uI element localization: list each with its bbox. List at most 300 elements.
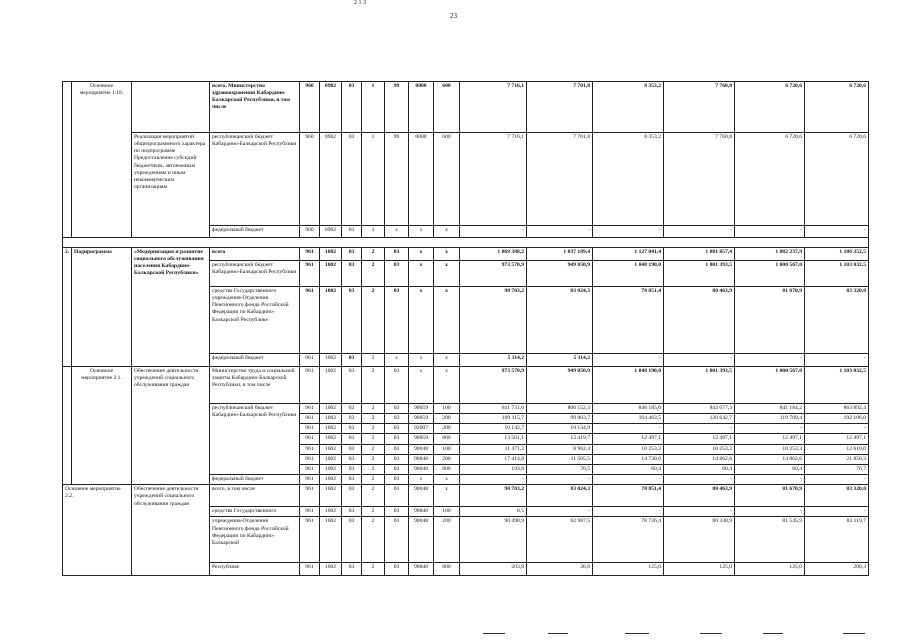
code-cell: 800 bbox=[434, 434, 460, 444]
amount-cell: - bbox=[593, 424, 664, 434]
amount-cell: 7 760,8 bbox=[664, 82, 735, 133]
code-cell: 03 bbox=[342, 404, 362, 414]
amount-cell: 83 320,0 bbox=[805, 287, 869, 354]
code-cell: 960 bbox=[300, 133, 320, 226]
amount-cell: 10 142,7 bbox=[460, 424, 527, 434]
code-cell: 03 bbox=[342, 485, 362, 507]
code-cell: 03 bbox=[342, 287, 362, 354]
amount-cell: - bbox=[593, 226, 664, 238]
amount-cell: 11 505,5 bbox=[527, 454, 593, 464]
code-cell: 99 bbox=[385, 82, 409, 133]
amount-cell: 80 463,9 bbox=[664, 485, 735, 507]
amount-cell: 0,5 bbox=[460, 507, 527, 517]
code-cell: 961 bbox=[300, 444, 320, 454]
amount-cell: 1 127 041,4 bbox=[593, 248, 664, 261]
amount-cell: 164 463,5 bbox=[593, 414, 664, 424]
code-cell: 961 bbox=[300, 507, 320, 517]
amount-cell: - bbox=[735, 507, 805, 517]
code-cell: 1002 bbox=[320, 507, 342, 517]
code-cell: 03 bbox=[342, 354, 362, 367]
amount-cell: 36,8 bbox=[527, 563, 593, 576]
code-cell: 90048 bbox=[409, 563, 434, 576]
code-cell: 2 bbox=[362, 367, 385, 404]
program-name-cell: Обеспечение деятельности учреждений социального обслуживания граждан bbox=[132, 367, 210, 485]
amount-cell: - bbox=[664, 354, 735, 367]
code-cell: 03 bbox=[385, 434, 409, 444]
executor-cell: средства Государственного bbox=[210, 507, 300, 517]
code-cell: 03 bbox=[342, 563, 362, 576]
amount-cell: 78 726,4 bbox=[593, 517, 664, 563]
code-cell: 961 bbox=[300, 517, 320, 563]
code-cell: 961 bbox=[300, 287, 320, 354]
executor-cell: всего, в том числе bbox=[210, 485, 300, 507]
table-row bbox=[63, 367, 869, 404]
code-cell: 03 bbox=[342, 424, 362, 434]
page-number: 23 bbox=[450, 12, 457, 20]
code-cell: 961 bbox=[300, 464, 320, 474]
amount-cell: 82 987,5 bbox=[527, 517, 593, 563]
code-cell: 2 bbox=[362, 517, 385, 563]
row-number-cell bbox=[63, 367, 72, 485]
code-cell: 03 bbox=[385, 475, 409, 485]
bottom-rule bbox=[625, 633, 649, 634]
code-cell: 03 bbox=[342, 475, 362, 485]
amount-cell: - bbox=[735, 475, 805, 485]
executor-cell: республиканский бюджет Кабардино-Балкарской Республики bbox=[210, 261, 300, 287]
code-cell: 1 bbox=[362, 226, 385, 238]
code-cell: 1002 bbox=[320, 464, 342, 474]
code-cell: 03 bbox=[342, 444, 362, 454]
code-cell: 03 bbox=[385, 261, 409, 287]
table-row bbox=[63, 485, 869, 507]
code-cell: 03 bbox=[342, 261, 362, 287]
amount-cell: 81 670,9 bbox=[735, 287, 805, 354]
amount-cell: - bbox=[527, 226, 593, 238]
code-cell: 2 bbox=[362, 404, 385, 414]
code-cell: 03 bbox=[342, 248, 362, 261]
code-cell: 2 bbox=[362, 475, 385, 485]
code-cell: 2 bbox=[362, 261, 385, 287]
amount-cell: 5 114,2 bbox=[460, 354, 527, 367]
code-cell: 2 bbox=[362, 507, 385, 517]
code-cell: 1002 bbox=[320, 517, 342, 563]
code-cell: х bbox=[434, 248, 460, 261]
amount-cell: 12 497,1 bbox=[593, 434, 664, 444]
code-cell: 961 bbox=[300, 475, 320, 485]
code-cell: 960 bbox=[300, 226, 320, 238]
amount-cell: - bbox=[735, 226, 805, 238]
code-cell: 600 bbox=[434, 133, 460, 226]
amount-cell: 1 000 567,0 bbox=[735, 367, 805, 404]
amount-cell: - bbox=[805, 424, 869, 434]
row-number-cell bbox=[63, 82, 72, 238]
code-cell: 961 bbox=[300, 404, 320, 414]
program-name-cell: Реализация мероприятий общепрограммного характера по подпрограмме Предоставление субсидий бюджетным, автономным учреждениям и иным некоммерческим организациям bbox=[132, 133, 210, 238]
code-cell: 961 bbox=[300, 261, 320, 287]
amount-cell: 1 103 032,5 bbox=[805, 261, 869, 287]
amount-cell: 192 106,0 bbox=[805, 414, 869, 424]
code-cell: 200 bbox=[434, 517, 460, 563]
code-cell: 90048 bbox=[409, 507, 434, 517]
amount-cell: 1 001 393,5 bbox=[664, 367, 735, 404]
amount-cell: 12 497,1 bbox=[664, 434, 735, 444]
amount-cell: 8 353,2 bbox=[593, 82, 664, 133]
bottom-rule bbox=[763, 633, 783, 634]
code-cell: 2 bbox=[362, 454, 385, 464]
amount-cell: 14 862,6 bbox=[664, 454, 735, 464]
amount-cell: 90 498,9 bbox=[460, 517, 527, 563]
amount-cell: 13 501,1 bbox=[460, 434, 527, 444]
amount-cell: 193,8 bbox=[460, 464, 527, 474]
code-cell: х bbox=[434, 287, 460, 354]
amount-cell: 60,4 bbox=[593, 464, 664, 474]
amount-cell: - bbox=[805, 507, 869, 517]
amount-cell: 200,3 bbox=[805, 563, 869, 576]
code-cell: 800 bbox=[434, 563, 460, 576]
amount-cell: 1 082 237,9 bbox=[735, 248, 805, 261]
executor-cell: федеральный бюджет bbox=[210, 475, 300, 485]
code-cell: х bbox=[434, 354, 460, 367]
amount-cell: 1 186 352,5 bbox=[805, 248, 869, 261]
program-name-cell: «Модернизация и развитие социального обслуживания населения Кабардино-Балкарской Республики» bbox=[132, 248, 210, 367]
program-name-cell: Обеспечение деятельности учреждений социального обслуживания граждан bbox=[132, 485, 210, 576]
amount-cell: 6 720,6 bbox=[735, 133, 805, 226]
amount-cell: - bbox=[735, 354, 805, 367]
code-cell: 03 bbox=[385, 517, 409, 563]
code-cell: х bbox=[409, 261, 434, 287]
program-type-cell: Подпрограмма bbox=[72, 248, 132, 367]
executor-cell: средства Государственного учреждения-Отделения Пенсионного фонда Российской Федерации по Кабардино-Балкарской Республике bbox=[210, 287, 300, 354]
amount-cell: 60,4 bbox=[664, 464, 735, 474]
amount-cell: 843 077,3 bbox=[664, 404, 735, 414]
amount-cell: - bbox=[664, 424, 735, 434]
amount-cell: 83 119,7 bbox=[805, 517, 869, 563]
amount-cell: 83 024,3 bbox=[527, 287, 593, 354]
amount-cell: 21 850,3 bbox=[805, 454, 869, 464]
code-cell: 200 bbox=[434, 414, 460, 424]
bottom-rule bbox=[700, 633, 722, 634]
code-cell: 03 bbox=[385, 424, 409, 434]
amount-cell: 125,0 bbox=[593, 563, 664, 576]
code-cell: 2 bbox=[362, 424, 385, 434]
code-cell: 03 bbox=[385, 444, 409, 454]
code-cell: 03 bbox=[385, 248, 409, 261]
code-cell: 960 bbox=[300, 82, 320, 133]
executor-cell: всего bbox=[210, 248, 300, 261]
code-cell: 961 bbox=[300, 485, 320, 507]
program-type-cell: Основное мероприятие 2.1. bbox=[72, 367, 132, 485]
amount-cell: - bbox=[664, 507, 735, 517]
code-cell: х bbox=[409, 287, 434, 354]
amount-cell: 83 024,3 bbox=[527, 485, 593, 507]
code-cell: 100 bbox=[434, 404, 460, 414]
code-cell: х bbox=[434, 475, 460, 485]
code-cell: 961 bbox=[300, 414, 320, 424]
amount-cell: 12 497,1 bbox=[805, 434, 869, 444]
amount-cell: 841 184,2 bbox=[735, 404, 805, 414]
amount-cell: 1 103 032,5 bbox=[805, 367, 869, 404]
amount-cell: 6 720,6 bbox=[805, 133, 869, 226]
code-cell: 2 bbox=[362, 287, 385, 354]
amount-cell: 90 703,2 bbox=[460, 287, 527, 354]
amount-cell: - bbox=[664, 226, 735, 238]
amount-cell: 973 570,9 bbox=[460, 367, 527, 404]
code-cell: 03 bbox=[385, 563, 409, 576]
code-cell: 03 bbox=[385, 367, 409, 404]
amount-cell: 7 701,8 bbox=[527, 133, 593, 226]
code-cell: 961 bbox=[300, 367, 320, 404]
code-cell: 1002 bbox=[320, 563, 342, 576]
code-cell: 1002 bbox=[320, 475, 342, 485]
amount-cell: - bbox=[527, 507, 593, 517]
amount-cell: 6 720,6 bbox=[735, 82, 805, 133]
code-cell: 90048 bbox=[409, 517, 434, 563]
code-cell: 961 bbox=[300, 563, 320, 576]
bottom-rule bbox=[483, 633, 505, 634]
code-cell: 03 bbox=[385, 454, 409, 464]
amount-cell: 8 962,4 bbox=[527, 444, 593, 454]
code-cell: 0902 bbox=[320, 82, 342, 133]
amount-cell: 125,0 bbox=[664, 563, 735, 576]
code-cell: 1002 bbox=[320, 367, 342, 404]
amount-cell: 949 050,9 bbox=[527, 261, 593, 287]
code-cell: 100 bbox=[434, 507, 460, 517]
amount-cell: 10 253,3 bbox=[664, 444, 735, 454]
amount-cell: 12 497,1 bbox=[735, 434, 805, 444]
code-cell: 2 bbox=[362, 485, 385, 507]
code-cell: 03 bbox=[342, 464, 362, 474]
code-cell: 99 bbox=[385, 133, 409, 226]
code-cell: 03 bbox=[342, 517, 362, 563]
code-cell: 200 bbox=[434, 454, 460, 464]
executor-cell: республиканский бюджет Кабардино-Балкарской Республики bbox=[210, 133, 300, 226]
amount-cell: 7 716,1 bbox=[460, 82, 527, 133]
code-cell: 03 bbox=[342, 454, 362, 464]
code-cell: 2 bbox=[362, 563, 385, 576]
code-cell: х bbox=[434, 261, 460, 287]
code-cell: 961 bbox=[300, 434, 320, 444]
amount-cell: 7 760,8 bbox=[664, 133, 735, 226]
amount-cell: 76,7 bbox=[805, 464, 869, 474]
code-cell: 2 bbox=[362, 414, 385, 424]
amount-cell: 1 048 190,0 bbox=[593, 261, 664, 287]
code-cell: 800 bbox=[434, 464, 460, 474]
code-cell: 961 bbox=[300, 248, 320, 261]
code-cell: 90048 bbox=[409, 485, 434, 507]
code-cell: х bbox=[385, 226, 409, 238]
code-cell: 03 bbox=[342, 133, 362, 226]
amount-cell: 60,4 bbox=[735, 464, 805, 474]
amount-cell: 120 642,7 bbox=[664, 414, 735, 424]
code-cell: х bbox=[409, 226, 434, 238]
amount-cell: 1 001 393,5 bbox=[664, 261, 735, 287]
amount-cell: - bbox=[805, 226, 869, 238]
amount-cell: - bbox=[460, 226, 527, 238]
amount-cell: - bbox=[593, 507, 664, 517]
code-cell: х bbox=[434, 367, 460, 404]
amount-cell: 1 081 857,4 bbox=[664, 248, 735, 261]
code-cell: 90048 bbox=[409, 444, 434, 454]
amount-cell: 109 115,7 bbox=[460, 414, 527, 424]
program-type-cell: Основное мероприятие 2.2. bbox=[63, 485, 132, 576]
amount-cell: 949 050,9 bbox=[527, 367, 593, 404]
code-cell: 90048 bbox=[409, 464, 434, 474]
amount-cell: 70,5 bbox=[527, 464, 593, 474]
amount-cell: 12 419,7 bbox=[527, 434, 593, 444]
executor-cell: Республике bbox=[210, 563, 300, 576]
row-number-cell: 2. bbox=[63, 248, 72, 367]
code-cell: х bbox=[409, 248, 434, 261]
executor-cell: федеральный бюджет bbox=[210, 354, 300, 367]
amount-cell: 6 720,6 bbox=[805, 82, 869, 133]
code-cell: 1002 bbox=[320, 287, 342, 354]
amount-cell: 81 670,9 bbox=[735, 485, 805, 507]
code-cell: 03 bbox=[342, 507, 362, 517]
code-cell: 90059 bbox=[409, 404, 434, 414]
page-top-mark: 2 1 3 bbox=[354, 0, 366, 6]
code-cell: 03 bbox=[342, 367, 362, 404]
amount-cell: - bbox=[805, 475, 869, 485]
code-cell: 03 bbox=[342, 414, 362, 424]
amount-cell: 11 471,3 bbox=[460, 444, 527, 454]
code-cell: 03 bbox=[385, 287, 409, 354]
code-cell: 1002 bbox=[320, 354, 342, 367]
table-row bbox=[63, 248, 869, 261]
amount-cell: 78 851,4 bbox=[593, 287, 664, 354]
amount-cell: 99 803,7 bbox=[527, 414, 593, 424]
code-cell: 100 bbox=[434, 444, 460, 454]
code-cell: 03 bbox=[385, 414, 409, 424]
code-cell: 90048 bbox=[409, 454, 434, 464]
code-cell: 200 bbox=[434, 424, 460, 434]
code-cell: х bbox=[409, 354, 434, 367]
amount-cell: - bbox=[805, 354, 869, 367]
code-cell: 03 bbox=[385, 485, 409, 507]
code-cell: 03 bbox=[342, 226, 362, 238]
amount-cell: 10 253,3 bbox=[735, 444, 805, 454]
code-cell: 1002 bbox=[320, 444, 342, 454]
bottom-rule bbox=[843, 633, 865, 634]
code-cell: 90059 bbox=[409, 414, 434, 424]
program-name-cell bbox=[132, 82, 210, 133]
code-cell: 2 bbox=[362, 248, 385, 261]
code-cell: 03 bbox=[385, 404, 409, 414]
code-cell: 1002 bbox=[320, 261, 342, 287]
code-cell: 2 bbox=[362, 434, 385, 444]
amount-cell: 1 048 190,0 bbox=[593, 367, 664, 404]
code-cell: 1002 bbox=[320, 414, 342, 424]
amount-cell: - bbox=[664, 475, 735, 485]
bottom-rule bbox=[548, 633, 568, 634]
executor-cell: республиканский бюджет Кабардино-Балкарской Республики bbox=[210, 404, 300, 475]
code-cell: 0000 bbox=[409, 82, 434, 133]
amount-cell: 7 701,8 bbox=[527, 82, 593, 133]
amount-cell: 80 338,9 bbox=[664, 517, 735, 563]
code-cell: 1002 bbox=[320, 424, 342, 434]
amount-cell: 5 114,2 bbox=[527, 354, 593, 367]
amount-cell: 973 570,9 bbox=[460, 261, 527, 287]
budget-table bbox=[62, 81, 869, 576]
code-cell: 90059 bbox=[409, 434, 434, 444]
table-row bbox=[63, 133, 869, 226]
amount-cell: 17 414,8 bbox=[460, 454, 527, 464]
amount-cell: 10 253,3 bbox=[593, 444, 664, 454]
code-cell: х bbox=[409, 367, 434, 404]
code-cell: 1002 bbox=[320, 404, 342, 414]
code-cell: х bbox=[434, 485, 460, 507]
code-cell: 1002 bbox=[320, 485, 342, 507]
amount-cell: 81 545,9 bbox=[735, 517, 805, 563]
amount-cell: - bbox=[593, 354, 664, 367]
amount-cell: 78 851,4 bbox=[593, 485, 664, 507]
code-cell: 03 bbox=[385, 507, 409, 517]
code-cell: 961 bbox=[300, 454, 320, 464]
executor-cell: учреждения-Отделения Пенсионного фонда Российской Федерации по Кабардино-Балкарской bbox=[210, 517, 300, 563]
amount-cell: 83 320,0 bbox=[805, 485, 869, 507]
code-cell: 2 bbox=[362, 464, 385, 474]
amount-cell: 1 037 189,4 bbox=[527, 248, 593, 261]
executor-cell: всего, Министерство здравоохранения Кабардино-Балкарской Республики, в том числе bbox=[210, 82, 300, 133]
amount-cell: 14 730,6 bbox=[593, 454, 664, 464]
amount-cell: 1 069 388,2 bbox=[460, 248, 527, 261]
code-cell: 03 bbox=[342, 434, 362, 444]
code-cell: х bbox=[434, 226, 460, 238]
code-cell: 961 bbox=[300, 354, 320, 367]
amount-cell: 12 610,0 bbox=[805, 444, 869, 454]
amount-cell: 846 185,0 bbox=[593, 404, 664, 414]
code-cell: 2 bbox=[362, 354, 385, 367]
code-cell: 0000 bbox=[409, 133, 434, 226]
code-cell: 0902 bbox=[320, 226, 342, 238]
amount-cell: 119 709,4 bbox=[735, 414, 805, 424]
table-spacer-row bbox=[63, 238, 869, 248]
code-cell: 1002 bbox=[320, 454, 342, 464]
code-cell: 03 bbox=[385, 464, 409, 474]
code-cell: 1 bbox=[362, 133, 385, 226]
amount-cell: - bbox=[460, 475, 527, 485]
amount-cell: 863 892,4 bbox=[805, 404, 869, 414]
amount-cell: - bbox=[527, 475, 593, 485]
executor-cell: Министерство труда и социальной защиты Кабардино-Балкарской Республики, в том числе bbox=[210, 367, 300, 404]
code-cell: 1002 bbox=[320, 248, 342, 261]
amount-cell: 1 000 567,0 bbox=[735, 261, 805, 287]
code-cell: 600 bbox=[434, 82, 460, 133]
amount-cell: 811 731,6 bbox=[460, 404, 527, 414]
code-cell: х bbox=[385, 354, 409, 367]
code-cell: 03 bbox=[342, 82, 362, 133]
executor-cell: федеральный бюджет bbox=[210, 226, 300, 238]
code-cell: 92007 bbox=[409, 424, 434, 434]
code-cell: 2 bbox=[362, 444, 385, 454]
amount-cell: 7 716,1 bbox=[460, 133, 527, 226]
amount-cell: 10 134,9 bbox=[527, 424, 593, 434]
program-type-cell: Основное мероприятие 1.18. bbox=[72, 82, 132, 238]
amount-cell: - bbox=[735, 424, 805, 434]
table-row bbox=[63, 82, 869, 133]
amount-cell: 203,8 bbox=[460, 563, 527, 576]
amount-cell: 806 152,3 bbox=[527, 404, 593, 414]
code-cell: 1002 bbox=[320, 434, 342, 444]
code-cell: 961 bbox=[300, 424, 320, 434]
amount-cell: 80 463,9 bbox=[664, 287, 735, 354]
amount-cell: - bbox=[593, 475, 664, 485]
code-cell: 0902 bbox=[320, 133, 342, 226]
amount-cell: 125,0 bbox=[735, 563, 805, 576]
amount-cell: 90 703,2 bbox=[460, 485, 527, 507]
code-cell: х bbox=[409, 475, 434, 485]
amount-cell: 8 353,2 bbox=[593, 133, 664, 226]
amount-cell: 14 862,6 bbox=[735, 454, 805, 464]
